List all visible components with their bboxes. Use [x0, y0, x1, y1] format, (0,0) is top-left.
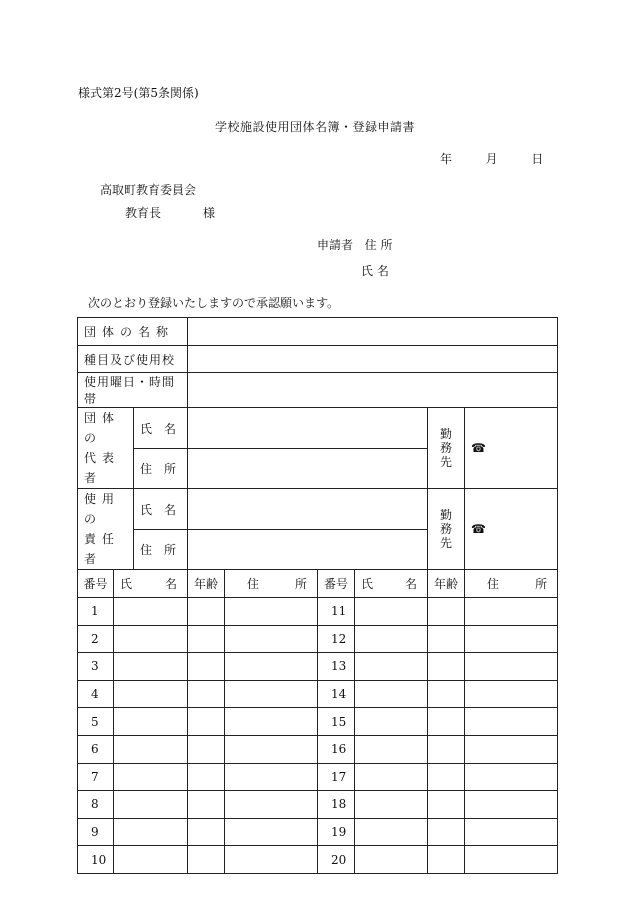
roster-row: [78, 846, 558, 874]
representative-label: [78, 408, 134, 489]
roster-address-cell[interactable]: [225, 846, 318, 874]
responsible-label-line2: 責任者: [84, 532, 121, 566]
roster-address-header: 住 所: [465, 570, 558, 598]
date-line: [440, 150, 543, 167]
roster-address-cell[interactable]: [225, 625, 318, 653]
roster-name-cell[interactable]: [114, 791, 188, 819]
roster-number: 12: [318, 625, 355, 653]
roster-number: 13: [318, 653, 355, 681]
roster-number: 10: [78, 846, 114, 874]
roster-row: [78, 818, 558, 846]
representative-label-line2: 代表者: [84, 451, 121, 485]
responsible-label: [78, 489, 134, 570]
addressee-position: 教育長: [125, 206, 162, 220]
roster-name-cell[interactable]: [114, 598, 188, 626]
roster-age-cell[interactable]: [428, 763, 465, 791]
representative-name-field[interactable]: [188, 408, 428, 449]
roster-address-cell[interactable]: [225, 763, 318, 791]
roster-age-header: 年齢: [428, 570, 465, 598]
responsible-name-label: 氏 名: [134, 489, 188, 530]
roster-age-cell[interactable]: [428, 625, 465, 653]
applicant-address-line: [317, 236, 393, 253]
roster-number: 7: [78, 763, 114, 791]
roster-name-header: 氏 名: [114, 570, 188, 598]
document-title: 学校施設使用団体名簿・登録申請書: [214, 120, 415, 134]
date-year-label: 年: [440, 152, 453, 166]
schedule-field[interactable]: [188, 373, 558, 408]
roster-age-cell[interactable]: [428, 598, 465, 626]
roster-age-cell[interactable]: [428, 680, 465, 708]
roster-name-cell[interactable]: [114, 763, 188, 791]
roster-age-cell[interactable]: [188, 735, 225, 763]
representative-workplace-label: 勤 務 先: [428, 408, 465, 489]
roster-address-cell[interactable]: [465, 791, 558, 819]
roster-address-cell[interactable]: [465, 625, 558, 653]
roster-number: 8: [78, 791, 114, 819]
roster-age-cell[interactable]: [188, 763, 225, 791]
form-code: 様式第2号(第5条関係): [78, 86, 199, 100]
roster-body: [78, 598, 558, 874]
roster-name-cell[interactable]: [114, 735, 188, 763]
event-school-field[interactable]: [188, 346, 558, 373]
event-school-label: 種目及び使用校: [78, 346, 188, 373]
responsible-address-field[interactable]: [188, 530, 428, 570]
roster-name-cell[interactable]: [114, 818, 188, 846]
roster-row: [78, 653, 558, 681]
roster-name-cell[interactable]: [355, 735, 428, 763]
roster-name-cell[interactable]: [355, 818, 428, 846]
roster-address-cell[interactable]: [225, 708, 318, 736]
roster-number: 2: [78, 625, 114, 653]
roster-address-cell[interactable]: [465, 763, 558, 791]
roster-address-cell[interactable]: [225, 598, 318, 626]
roster-name-cell[interactable]: [114, 846, 188, 874]
roster-name-cell[interactable]: [355, 598, 428, 626]
roster-age-cell[interactable]: [188, 708, 225, 736]
roster-age-cell[interactable]: [428, 818, 465, 846]
roster-address-cell[interactable]: [225, 735, 318, 763]
roster-address-cell[interactable]: [465, 708, 558, 736]
roster-name-cell[interactable]: [355, 625, 428, 653]
roster-number: 19: [318, 818, 355, 846]
responsible-label-line1: 使用の: [84, 492, 121, 526]
roster-address-cell[interactable]: [465, 598, 558, 626]
applicant-label: 申請者: [317, 238, 354, 252]
roster-number: 1: [78, 598, 114, 626]
roster-age-cell[interactable]: [188, 653, 225, 681]
roster-age-cell[interactable]: [188, 680, 225, 708]
roster-number: 17: [318, 763, 355, 791]
responsible-address-label: 住 所: [134, 530, 188, 570]
roster-name-cell[interactable]: [355, 680, 428, 708]
roster-number: 15: [318, 708, 355, 736]
roster-address-cell[interactable]: [225, 818, 318, 846]
roster-name-cell[interactable]: [355, 763, 428, 791]
phone-icon: ☎: [471, 522, 486, 536]
representative-address-field[interactable]: [188, 449, 428, 489]
representative-name-label: 氏 名: [134, 408, 188, 449]
roster-name-cell[interactable]: [114, 625, 188, 653]
roster-number: 16: [318, 735, 355, 763]
roster-age-cell[interactable]: [428, 791, 465, 819]
roster-number: 20: [318, 846, 355, 874]
roster-number: 5: [78, 708, 114, 736]
representative-label-line1: 団体の: [84, 411, 121, 445]
roster-age-cell[interactable]: [188, 818, 225, 846]
representative-address-label: 住 所: [134, 449, 188, 489]
roster-row: [78, 708, 558, 736]
addressee-title: [125, 204, 215, 221]
roster-age-cell[interactable]: [188, 791, 225, 819]
applicant-address-label: 住 所: [364, 238, 393, 252]
roster-address-cell[interactable]: [465, 818, 558, 846]
addressee-honorific: 様: [203, 206, 216, 220]
roster-name-cell[interactable]: [355, 708, 428, 736]
roster-address-cell[interactable]: [225, 653, 318, 681]
group-name-field[interactable]: [188, 318, 558, 346]
responsible-workplace-label: 勤 務 先: [428, 489, 465, 570]
roster-row: [78, 763, 558, 791]
roster-address-cell[interactable]: [225, 680, 318, 708]
roster-number: 9: [78, 818, 114, 846]
roster-name-cell[interactable]: [114, 653, 188, 681]
roster-age-cell[interactable]: [188, 598, 225, 626]
roster-number: 14: [318, 680, 355, 708]
roster-name-cell[interactable]: [114, 680, 188, 708]
roster-age-cell[interactable]: [428, 708, 465, 736]
registration-form-table: [77, 317, 558, 874]
roster-age-cell[interactable]: [188, 625, 225, 653]
roster-header-row: [78, 570, 558, 598]
responsible-name-field[interactable]: [188, 489, 428, 530]
roster-address-cell[interactable]: [465, 846, 558, 874]
roster-age-cell[interactable]: [188, 846, 225, 874]
roster-address-cell[interactable]: [465, 680, 558, 708]
roster-name-cell[interactable]: [355, 653, 428, 681]
roster-address-cell[interactable]: [465, 735, 558, 763]
roster-number: 3: [78, 653, 114, 681]
roster-row: [78, 680, 558, 708]
roster-age-cell[interactable]: [428, 846, 465, 874]
roster-no-header: 番号: [318, 570, 355, 598]
representative-phone-field[interactable]: [465, 408, 558, 489]
roster-age-header: 年齢: [188, 570, 225, 598]
roster-address-cell[interactable]: [465, 653, 558, 681]
roster-name-cell[interactable]: [355, 846, 428, 874]
addressee-org: 高取町教育委員会: [100, 183, 197, 197]
roster-name-cell[interactable]: [355, 791, 428, 819]
roster-number: 4: [78, 680, 114, 708]
roster-row: [78, 791, 558, 819]
roster-address-cell[interactable]: [225, 791, 318, 819]
phone-icon: ☎: [471, 441, 486, 455]
applicant-name-label: 氏 名: [361, 264, 389, 278]
roster-address-header: 住 所: [225, 570, 318, 598]
group-name-label: 団体の名称: [78, 318, 188, 346]
date-day-label: 日: [531, 152, 544, 166]
roster-age-cell[interactable]: [428, 735, 465, 763]
roster-row: [78, 625, 558, 653]
roster-row: [78, 598, 558, 626]
schedule-label: 使用曜日・時間帯: [78, 373, 188, 408]
roster-number: 11: [318, 598, 355, 626]
roster-no-header: 番号: [78, 570, 114, 598]
roster-name-header: 氏 名: [355, 570, 428, 598]
roster-number: 18: [318, 791, 355, 819]
roster-name-cell[interactable]: [114, 708, 188, 736]
roster-row: [78, 735, 558, 763]
roster-age-cell[interactable]: [428, 653, 465, 681]
intro-text: 次のとおり登録いたしますので承認願います。: [88, 296, 340, 310]
roster-number: 6: [78, 735, 114, 763]
date-month-label: 月: [485, 152, 498, 166]
responsible-phone-field[interactable]: [465, 489, 558, 570]
